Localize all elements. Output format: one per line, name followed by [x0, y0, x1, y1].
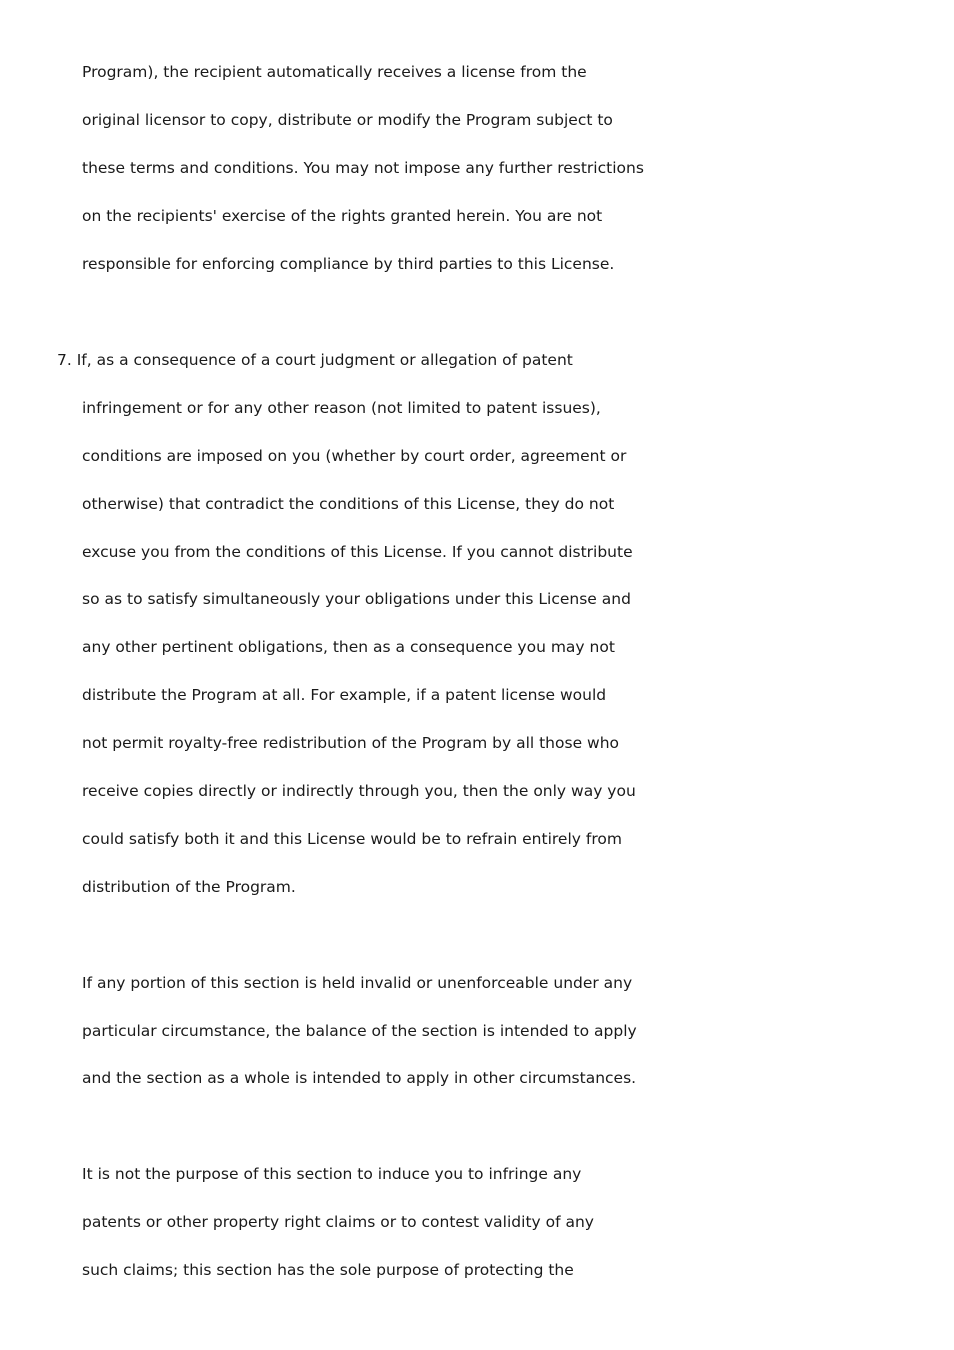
text-line: If any portion of this section is held invalid or unenforceable under any [82, 974, 633, 992]
text-line: excuse you from the conditions of this License. If you cannot distribute [82, 543, 633, 561]
text-line: and the section as a whole is intended to apply in other circumstances. [82, 1069, 637, 1087]
text-line: responsible for enforcing compliance by third parties to this License. [82, 255, 615, 273]
text-line: could satisfy both it and this License would be to refrain entirely from [82, 830, 622, 848]
section-7-heading-line: 7. If, as a consequence of a court judgment or allegation of patent [57, 351, 573, 369]
text-line: patents or other property right claims or to contest validity of any [82, 1213, 594, 1231]
text-line: It is not the purpose of this section to induce you to infringe any [82, 1165, 582, 1183]
text-line: so as to satisfy simultaneously your obligations under this License and [82, 590, 631, 608]
text-line: conditions are imposed on you (whether by court order, agreement or [82, 447, 627, 465]
text-line: distribution of the Program. [82, 878, 296, 896]
text-line: not permit royalty-free redistribution of the Program by all those who [82, 734, 620, 752]
text-line: otherwise) that contradict the conditions of this License, they do not [82, 495, 615, 513]
text-line: Program), the recipient automatically receives a license from the [82, 63, 587, 81]
text-line: any other pertinent obligations, then as a consequence you may not [82, 638, 615, 656]
text-line: original licensor to copy, distribute or modify the Program subject to [82, 111, 613, 129]
text-line: particular circumstance, the balance of the section is intended to apply [82, 1022, 637, 1040]
text-line: infringement or for any other reason (not limited to patent issues), [82, 399, 601, 417]
text-line: receive copies directly or indirectly through you, then the only way you [82, 782, 636, 800]
text-line: these terms and conditions. You may not impose any further restrictions [82, 159, 644, 177]
text-line: such claims; this section has the sole purpose of protecting the [82, 1261, 574, 1279]
text-line: on the recipients' exercise of the rights granted herein. You are not [82, 207, 603, 225]
text-line: distribute the Program at all. For example, if a patent license would [82, 686, 607, 704]
